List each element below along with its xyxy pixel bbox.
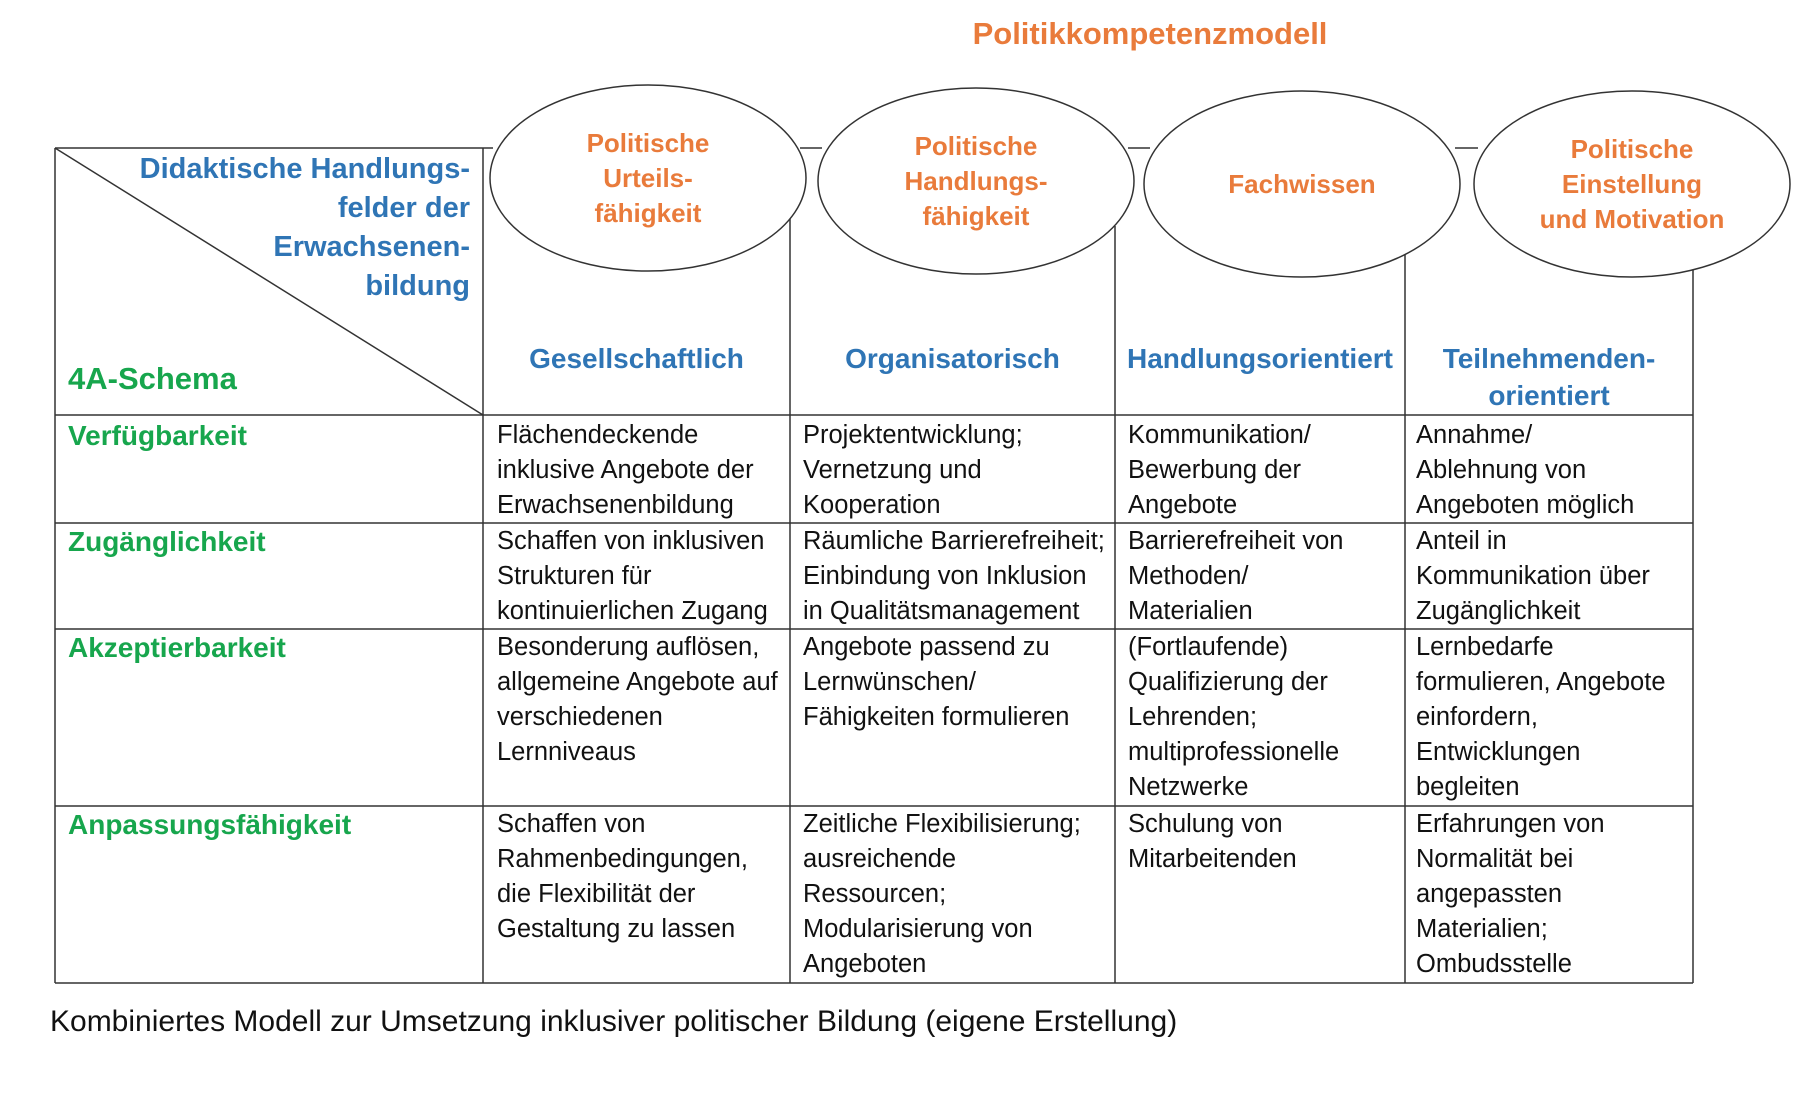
table-cell: Flächendeckende inklusive Angebote der Erwachsenenbildung [497, 421, 754, 519]
table-cell: Erfahrungen von Normalität bei angepassten Materialien; Ombudsstelle [1416, 810, 1605, 978]
competency-label-einstellung: Politische Einstellung und Motivation [1539, 133, 1725, 234]
table-cell: Schulung von Mitarbeitenden [1128, 810, 1297, 873]
row-label-verfuegbarkeit: Verfügbarkeit [68, 420, 247, 451]
table-cell: Projektentwicklung; Vernetzung und Kooperation [803, 421, 1023, 519]
competency-label-urteilsfaehigkeit: Politische Urteils- fähigkeit [586, 127, 710, 228]
table-cell: Räumliche Barrierefreiheit; Einbindung von Inklusion in Qualitätsmanagement [803, 527, 1105, 625]
figure-caption: Kombiniertes Modell zur Umsetzung inklusiver politischer Bildung (eigene Erstellung) [50, 1005, 1178, 1038]
table-cell: Annahme/ Ablehnung von Angeboten möglich [1416, 421, 1635, 519]
column-header-organisatorisch: Organisatorisch [845, 343, 1060, 374]
table-cell: (Fortlaufende) Qualifizierung der Lehrenden; multiprofessionelle Netzwerke [1128, 633, 1340, 801]
table-cell: Zeitliche Flexibilisierung; ausreichende Ressourcen; Modularisierung von Angeboten [803, 810, 1081, 978]
competency-label-fachwissen: Fachwissen [1228, 168, 1376, 199]
corner-label-handlungsfelder: Didaktische Handlungs- felder der Erwachsenen- bildung [139, 153, 470, 302]
column-header-teilnehmendenorientiert: Teilnehmenden- orientiert [1442, 343, 1656, 411]
table-cell: Kommunikation/ Bewerbung der Angebote [1128, 421, 1311, 519]
competency-label-handlungsfaehigkeit: Politische Handlungs- fähigkeit [904, 130, 1048, 231]
column-header-handlungsorientiert: Handlungsorientiert [1126, 343, 1393, 374]
row-label-akzeptierbarkeit: Akzeptierbarkeit [68, 632, 286, 663]
column-header-gesellschaftlich: Gesellschaftlich [529, 343, 744, 374]
table-cell: Besonderung auflösen, allgemeine Angebote auf verschiedenen Lernniveaus [497, 633, 778, 766]
table-cell: Schaffen von Rahmenbedingungen, die Flexibilität der Gestaltung zu lassen [497, 810, 748, 943]
table-cell: Lernbedarfe formulieren, Angebote einfordern, Entwicklungen begleiten [1416, 633, 1666, 801]
table-cell: Anteil in Kommunikation über Zugänglichkeit [1416, 527, 1650, 625]
row-label-anpassungsfaehigkeit: Anpassungsfähigkeit [68, 809, 352, 840]
table-cell: Schaffen von inklusiven Strukturen für kontinuierlichen Zugang [497, 527, 768, 625]
table-cell: Barrierefreiheit von Methoden/ Materialien [1128, 527, 1344, 625]
diagram-title: Politikkompetenzmodell [972, 16, 1328, 51]
corner-label-4a-schema: 4A-Schema [68, 361, 237, 396]
table-cell: Angebote passend zu Lernwünschen/ Fähigkeiten formulieren [803, 633, 1070, 731]
row-label-zugaenglichkeit: Zugänglichkeit [68, 526, 266, 557]
